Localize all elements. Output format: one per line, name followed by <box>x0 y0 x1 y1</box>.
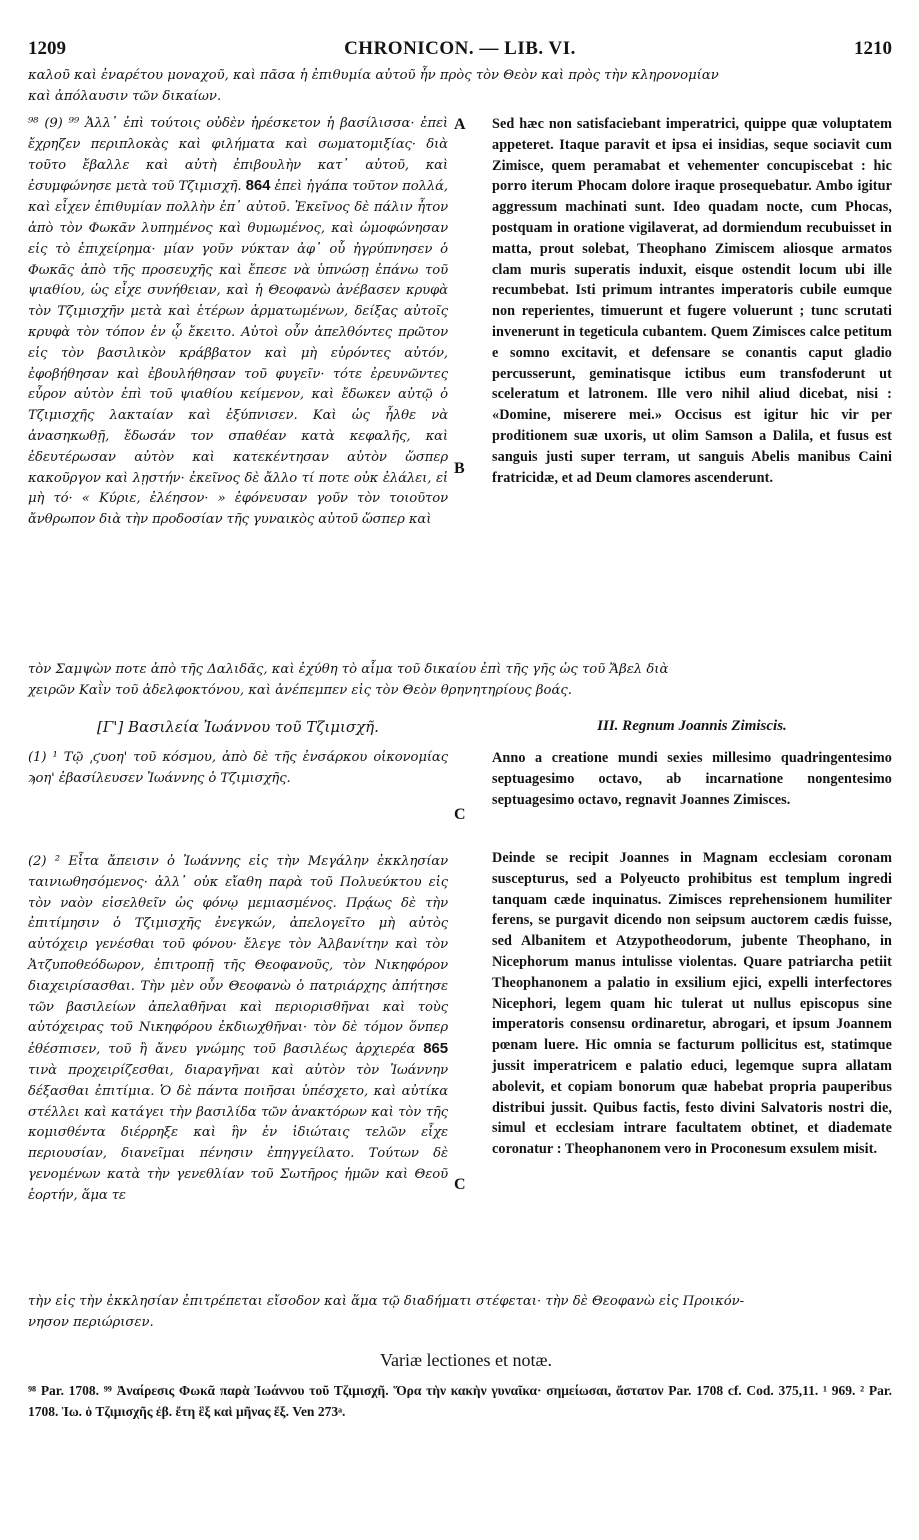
closing-line: τὴν εἰς τὴν ἐκκλησίαν ἐπιτρέπεται εἴσοδον καὶ ἅμα τῷ διαδήματι στέφεται· τὴν δὲ Θεοφανὼ εἰς Προικόν- <box>28 1294 745 1309</box>
page <box>28 0 892 1540</box>
latin-section-heading: III. Regnum Joannis Zimiscis. <box>597 718 787 734</box>
latin-section-2 <box>492 848 892 1160</box>
margin-marker-b: B <box>454 460 465 477</box>
closing-line: τὸν Σαμψὼν ποτε ἀπὸ τῆς Δαλιδᾶς, καὶ ἐχύθη τὸ αἷμα τοῦ δικαίου ἐπὶ τῆς γῆς ὡς τοῦ Ἄβελ διὰ <box>28 662 669 677</box>
latin-section-1 <box>492 748 892 810</box>
notes-heading: Variæ lectiones et notæ. <box>380 1350 552 1370</box>
page-number-right: 1210 <box>854 38 892 59</box>
latin-text: Deinde se recipit Joannes in Magnam ecclesiam coronam suscepturus, sed a Polyeucto prohibitus est templum ingredi tanquam cæde inquinatus. Zimisces reprehensionem humiliter ferens, se purgavit dicendo non seipsum auctorem cædis fuisse, sed Albanitem et Atzypotheodorum, jubente Theophano, in Nicephorum manus intulisse violentas. Quare patriarcha petiit Theophanonem a palatio in exsilium ejici, expelli interfectores Nicephori, legem quam hic tulerat ut nullus episcopus sine imperatoris consensu ordinaretur, abrogari, et ipsum Joannem pœnam luere. Hic omnia se facturum pollicitus est, statimque jussit imperatricem e palatio educi, legemque supra allatam abolevit, et copiam bonorum quæ habebat propria pauperibus distribui jussit. Quibus factis, festo divini Salvatoris nostri die, simul et ecclesiam intrare facultatem obtinet, et diademate coronatur : Theophanonem vero in Proconesum exsulem misit. <box>492 850 892 1158</box>
greek-text: ⁹⁸ (9) ⁹⁹ Ἀλλ᾽ ἐπὶ τούτοις οὐδὲν ἠρέσκετον ἡ βασίλισσα· ἐπεὶ ἔχρηζεν περιπλοκὰς καὶ φιλήματα καὶ σωματομιξίας· διὰ τοῦτο ἔβαλλε καὶ αὐτὴ ἐπιβουλὴν κατ᾽ αὐτοῦ, καὶ ἐσυμφώνησε μετὰ τοῦ Τζιμισχῆ. <box>28 116 448 195</box>
notes-text: ⁹⁸ Par. 1708. ⁹⁹ Ἀναίρεσις Φωκᾶ παρὰ Ἰωάννου τοῦ Τζιμισχῆ. Ὅρα τὴν κακὴν γυναῖκα· σημείωσαι, ἄστατον Par. 1708 cf. Cod. 375,11. ¹ 969. ² Par. 1708. Ἰω. ὁ Τζιμισχῆς ἐβ. ἔτη ἓξ καὶ μῆνας ἕξ. Ven 273ᵃ. <box>28 1383 892 1419</box>
section-9-closing <box>28 660 892 702</box>
column-number: 864 <box>245 177 271 195</box>
page-number-left: 1209 <box>28 38 66 59</box>
column-number: 865 <box>423 1040 449 1058</box>
top-continuation-line: καὶ ἀπόλαυσιν τῶν δικαίων. <box>28 88 222 104</box>
greek-text: (2) ² Εἶτα ἄπεισιν ὁ Ἰωάννης εἰς τὴν Μεγάλην ἐκκλησίαν ταινιωθησόμενος· ἀλλ᾽ οὐκ εἴαθη παρὰ τοῦ Πολυεύκτου εἰς τὸν ναὸν εἰσελθεῖν ὡς φόνῳ μεμιασμένος. Πρᾴως δὲ τὴν ἐπιτίμησιν ὁ Τζιμισχῆς ἐνεγκών, ἀπελογεῖτο μὴ αὐτὸς αὐτόχειρ γενέσθαι τοῦ φόνου· ἔλεγε τὸν Ἀλβανίτην καὶ τὸν Ἀτζυποθεόδωρον, ἐπιτροπῇ τῆς Θεοφανοῦς, τὸν Νικηφόρον διαχειρίσασθαι. Τὴν μὲν οὖν Θεοφανὼ ὁ πατριάρχης ἀπήτησε τῶν βασιλείων ἀπελαθῆναι καὶ περιορισθῆναι καὶ τοὺς αὐτόχειρας τοῦ Νικηφόρου ἐκδιωχθῆναι· τὸν δὲ τόμον ὅνπερ ἐθέσπισεν, τοῦ ἢ ἄνευ γνώμης τοῦ βασιλέως ἀρχιερέα <box>28 854 448 1058</box>
closing-line: νησον περιώρισεν. <box>28 1314 154 1330</box>
top-continuation-line: καλοῦ καὶ ἐναρέτου μοναχοῦ, καὶ πᾶσα ἡ ἐπιθυμία αὐτοῦ ἦν πρὸς τὸν Θεὸν καὶ πρὸς τὴν κληρονομίαν <box>28 68 719 83</box>
margin-marker-c: C <box>454 1176 466 1193</box>
greek-section-9 <box>28 114 448 531</box>
greek-section-1 <box>28 748 448 790</box>
margin-marker-c: C <box>454 806 466 823</box>
top-continuation <box>28 66 892 108</box>
latin-text: Sed hæc non satisfaciebant imperatrici, quippe quæ voluptatem appeteret. Itaque paravit et ipsa ei insidias, seque sociavit cum Zimisce, quem peramabat et vehementer concupiscebat : hic porro iterum Phocam dolore iraque prosequebatur. Ambo igitur aggressum machinati sunt. Ideo quadam nocte, cum Phocas, postquam in oratione vigilaverat, ad dormiendum recubuisset in matta, prout solebat, Theophano Zimiscem aliosque armatos clam muris superatis induxit, eisque ostendit locum ubi ille recumbebat. Isti primum intrantes imperatoris cubile eumque non reperientes, timuerunt et fugere voluerunt ; tunc scrutati invenerunt in tegeticula cubantem. Quem Zimisces calce petitum e somno excitavit, et defensare se conantis caput gladio percusserunt, geminatisque ictibus eum transfoderunt ut sceleratum et latronem. Ille vero nihil aliud dicebat, nisi : «Domine, miserere mei.» Occisus est igitur hic vir per proditionem suæ uxoris, ut olim Samson a Dalila, et fusus est sanguis justi super terram, ut sanguis Abelis manibus Caini fratricidæ, et ad Deum clamores ascenderunt. <box>492 116 892 486</box>
latin-section-9 <box>492 114 892 488</box>
latin-text: Anno a creatione mundi sexies millesimo quadringentesimo septuagesimo octavo, ab incarnatione nongentesimo septuagesimo octavo, regnavit Joannes Zimisces. <box>492 750 892 808</box>
section-2-closing <box>28 1292 892 1334</box>
margin-marker-a: A <box>454 116 466 133</box>
closing-line: χειρῶν Καῒν τοῦ ἀδελφοκτόνου, καὶ ἀνέπεμπεν εἰς τὸν Θεὸν θρηνητηρίους βοάς. <box>28 682 572 698</box>
greek-text: (1) ¹ Τῷ ͵ϛυοη' τοῦ κόσμου, ἀπὸ δὲ τῆς ἐνσάρκου οἰκονομίας ϡοη' ἐβασίλευσεν Ἰωάννης ὁ Τζιμισχῆς. <box>28 750 448 786</box>
greek-section-2 <box>28 852 448 1207</box>
running-title: CHRONICON. — LIB. VI. <box>344 38 576 59</box>
greek-text: ἐπεὶ ἠγάπα τοῦτον πολλά, καὶ εἶχεν ἐπιθυμίαν πολλὴν ἐπ᾽ αὐτοῦ. Ἐκεῖνος δὲ πάλιν ἦτον ἀπὸ τὸν Φωκᾶν λυπημένος καὶ θυμωμένος, καὶ ὡμοφώνησαν εἰς τὸ ἐπιχείρημα· μίαν γοῦν νύκταν ἀφ᾽ οὗ ἠγρύπνησεν ὁ Φωκᾶς ἀπὸ τῆς προσευχῆς καὶ ἔπεσε νὰ ὑπνώσῃ ἐπάνω τοῦ ψιαθίου, ὡς εἶχε συνήθειαν, καὶ ἡ Θεοφανὼ ἀνέβασεν κρυφὰ τὸν Τζιμισχῆν μετὰ καὶ ἑτέρων ἁρματωμένων, δείξας αὐτοῖς κρυφὰ τὸν τόπον ἐν ᾧ ἔκειτο. Αὐτοὶ οὖν ἀπελθόντες πρῶτον εἰς τὸν βασιλικὸν κράββατον καὶ μὴ εὑρόντες αὐτόν, ἐφοβήθησαν καὶ ἐβουλήθησαν τοῦ φυγεῖν· τότε ἐρευνῶντες εὗρον αὐτὸν ἐπὶ τοῦ ψιαθίου κείμενον, καὶ ἔδωκεν αὐτῷ ὁ Τζιμισχῆς λακταίαν καὶ ἐξύπνισεν. Καὶ ὡς ἦλθε νὰ ἀνασηκωθῇ, ἔδωσάν τον σπαθέαν κατὰ κεφαλῆς, καὶ ἐδευτέρωσαν αὐτὸν καὶ κατεκέντησαν αὐτὸν ὥσπερ κακοῦργον καὶ λῃστήν· ἐκεῖνος δὲ ἄλλο τί ποτε οὐκ ἐλάλει, εἰ μὴ τό· « Κύριε, ἐλέησον· » ἐφόνευσαν γοῦν τὸν τοιοῦτον ἄνθρωπον διὰ τὴν προδοσίαν τῆς γυναικὸς αὐτοῦ ὥσπερ καὶ <box>28 179 448 528</box>
greek-text: τινὰ προχειρίζεσθαι, διαραγῆναι καὶ αὐτὸν τὸν Ἰωάννην δέξασθαι ἐπιτίμια. Ὁ δὲ πάντα ποιῆσαι ὑπέσχετο, καὶ αὐτίκα στέλλει καὶ κατάγει τὴν βασιλίδα τῶν ἀνακτόρων καὶ τὸν τῆς κομισθέντα διέρρηξε καὶ ἣν ἐν ἰδιώταις τελῶν εἶχε περιουσίαν, διανεῖμαι πένησιν ἐπηγγείλατο. Τούτων δὲ γενομένων κατὰ τὴν γενεθλίαν τοῦ Σωτῆρος ἡμῶν καὶ Θεοῦ ἑορτήν, ἅμα τε <box>28 1062 448 1203</box>
page-header <box>28 38 892 64</box>
greek-section-heading: [Γ'] Βασιλεία Ἰωάννου τοῦ Τζιμισχῆ. <box>97 718 379 736</box>
